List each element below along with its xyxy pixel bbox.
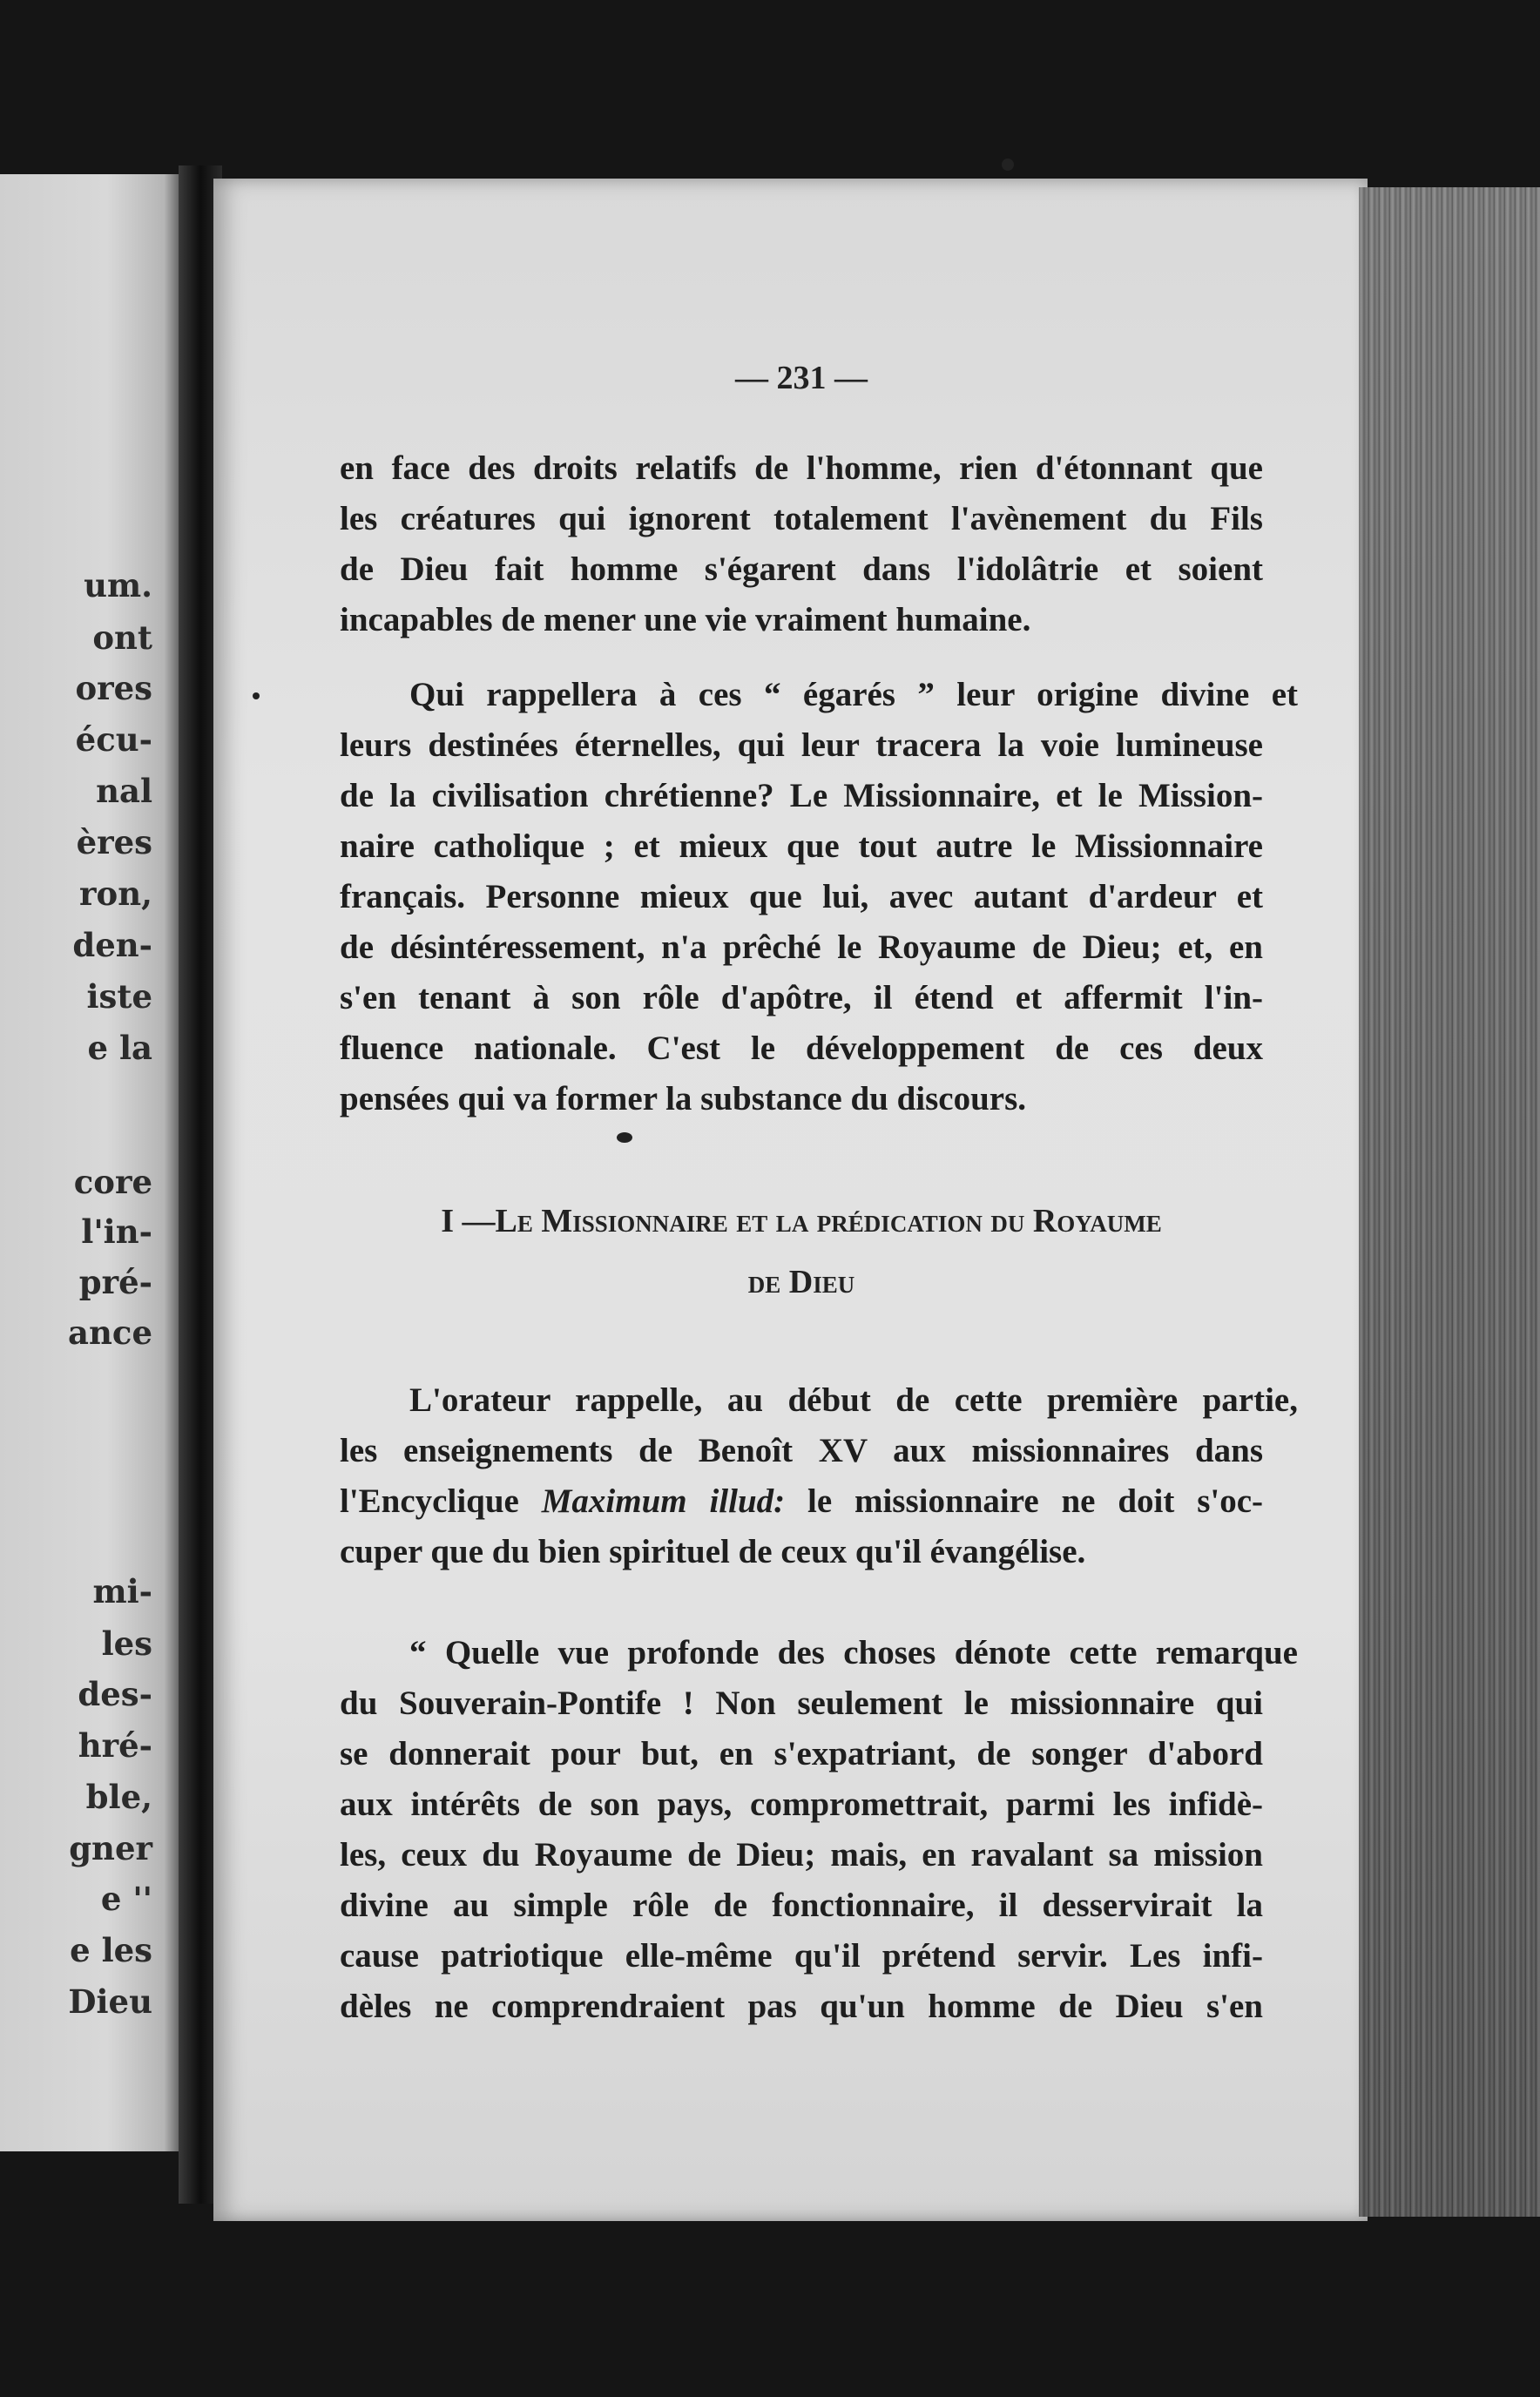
text-segment: le missionnaire ne doit s'oc- [785,1482,1264,1520]
text-segment: l'Encyclique [340,1482,542,1520]
text-line: fluence nationale. C'est le développement de ces deux [340,1030,1263,1067]
text-line: de désintéressement, n'a prêché le Royaume de Dieu; et, en [340,928,1263,966]
left-fragment: ble, [85,1778,152,1816]
left-fragment: e les [70,1931,152,1969]
text-line: cause patriotique elle-même qu'il prétend servir. Les infi- [340,1937,1263,1975]
left-fragment: Dieu [68,1982,152,2021]
page-number: — 231 — [735,360,868,396]
left-fragment: les [101,1624,152,1663]
left-fragment: hré- [78,1726,152,1765]
text-line: Qui rappellera à ces “ égarés ” leur origine divine et [409,676,1298,713]
text-line: pensées qui va former la substance du discours. [340,1080,1027,1117]
left-fragment: iste [86,977,152,1016]
text-line: les, ceux du Royaume de Dieu; mais, en ravalant sa mission [340,1836,1263,1874]
text-line: du Souverain-Pontife ! Non seulement le missionnaire qui [340,1685,1263,1722]
text-line: les créatures qui ignorent totalement l'avènement du Fils [340,500,1263,537]
left-page-fragment [0,174,179,2151]
left-fragment: écu- [75,720,152,759]
left-fragment: ont [92,618,152,657]
text-line: naire catholique ; et mieux que tout autre le Missionnaire [340,827,1263,865]
text-line: se donnerait pour but, en s'expatriant, de songer d'abord [340,1735,1263,1772]
left-fragment: des- [78,1675,152,1713]
text-line: français. Personne mieux que lui, avec autant d'ardeur et [340,878,1263,915]
left-fragment: core [73,1163,152,1201]
left-fragment: l'in- [81,1212,152,1251]
left-fragment: ron, [79,874,152,913]
section-heading-line2: de Dieu [747,1264,855,1300]
scan-speck [253,692,260,699]
text-line: aux intérêts de son pays, compromettrait, parmi les infidè- [340,1786,1263,1823]
left-fragment: gner [69,1829,152,1867]
left-fragment: um. [84,566,152,604]
text-line: “ Quelle vue profonde des choses dénote cette remarque [409,1634,1298,1671]
left-fragment: nal [96,772,152,810]
text-line: leurs destinées éternelles, qui leur tracera la voie lumineuse [340,726,1263,764]
left-fragment: den- [72,926,152,964]
text-line-with-italic [340,1482,1263,1521]
left-fragment: e '' [100,1880,152,1918]
left-fragment: ores [75,669,152,707]
left-fragment: ères [76,823,152,861]
text-line: cuper que du bien spirituel de ceux qu'il évangélise. [340,1533,1086,1570]
page-edges-stack [1359,187,1540,2217]
left-fragment: ance [68,1313,152,1352]
text-line: de la civilisation chrétienne? Le Missionnaire, et le Mission- [340,777,1263,814]
section-heading-line1: I —Le Missionnaire et la prédication du Royaume [441,1203,1162,1239]
text-line: les enseignements de Benoît XV aux missionnaires dans [340,1432,1263,1469]
italic-title: Maximum illud: [541,1482,786,1520]
text-line: L'orateur rappelle, au début de cette première partie, [409,1381,1298,1419]
scan-speck [617,1132,632,1143]
left-fragment: e la [87,1029,152,1067]
text-line: s'en tenant à son rôle d'apôtre, il étend et affermit l'in- [340,979,1263,1016]
scan-speck [1002,159,1014,171]
text-line: de Dieu fait homme s'égarent dans l'idolâtrie et soient [340,550,1263,588]
left-fragment: pré- [78,1263,152,1301]
text-line: incapables de mener une vie vraiment humaine. [340,601,1031,638]
text-line: dèles ne comprendraient pas qu'un homme de Dieu s'en [340,1988,1263,2025]
left-fragment: mi- [92,1572,152,1610]
text-line: divine au simple rôle de fonctionnaire, il desservirait la [340,1887,1263,1924]
text-line: en face des droits relatifs de l'homme, rien d'étonnant que [340,449,1263,487]
